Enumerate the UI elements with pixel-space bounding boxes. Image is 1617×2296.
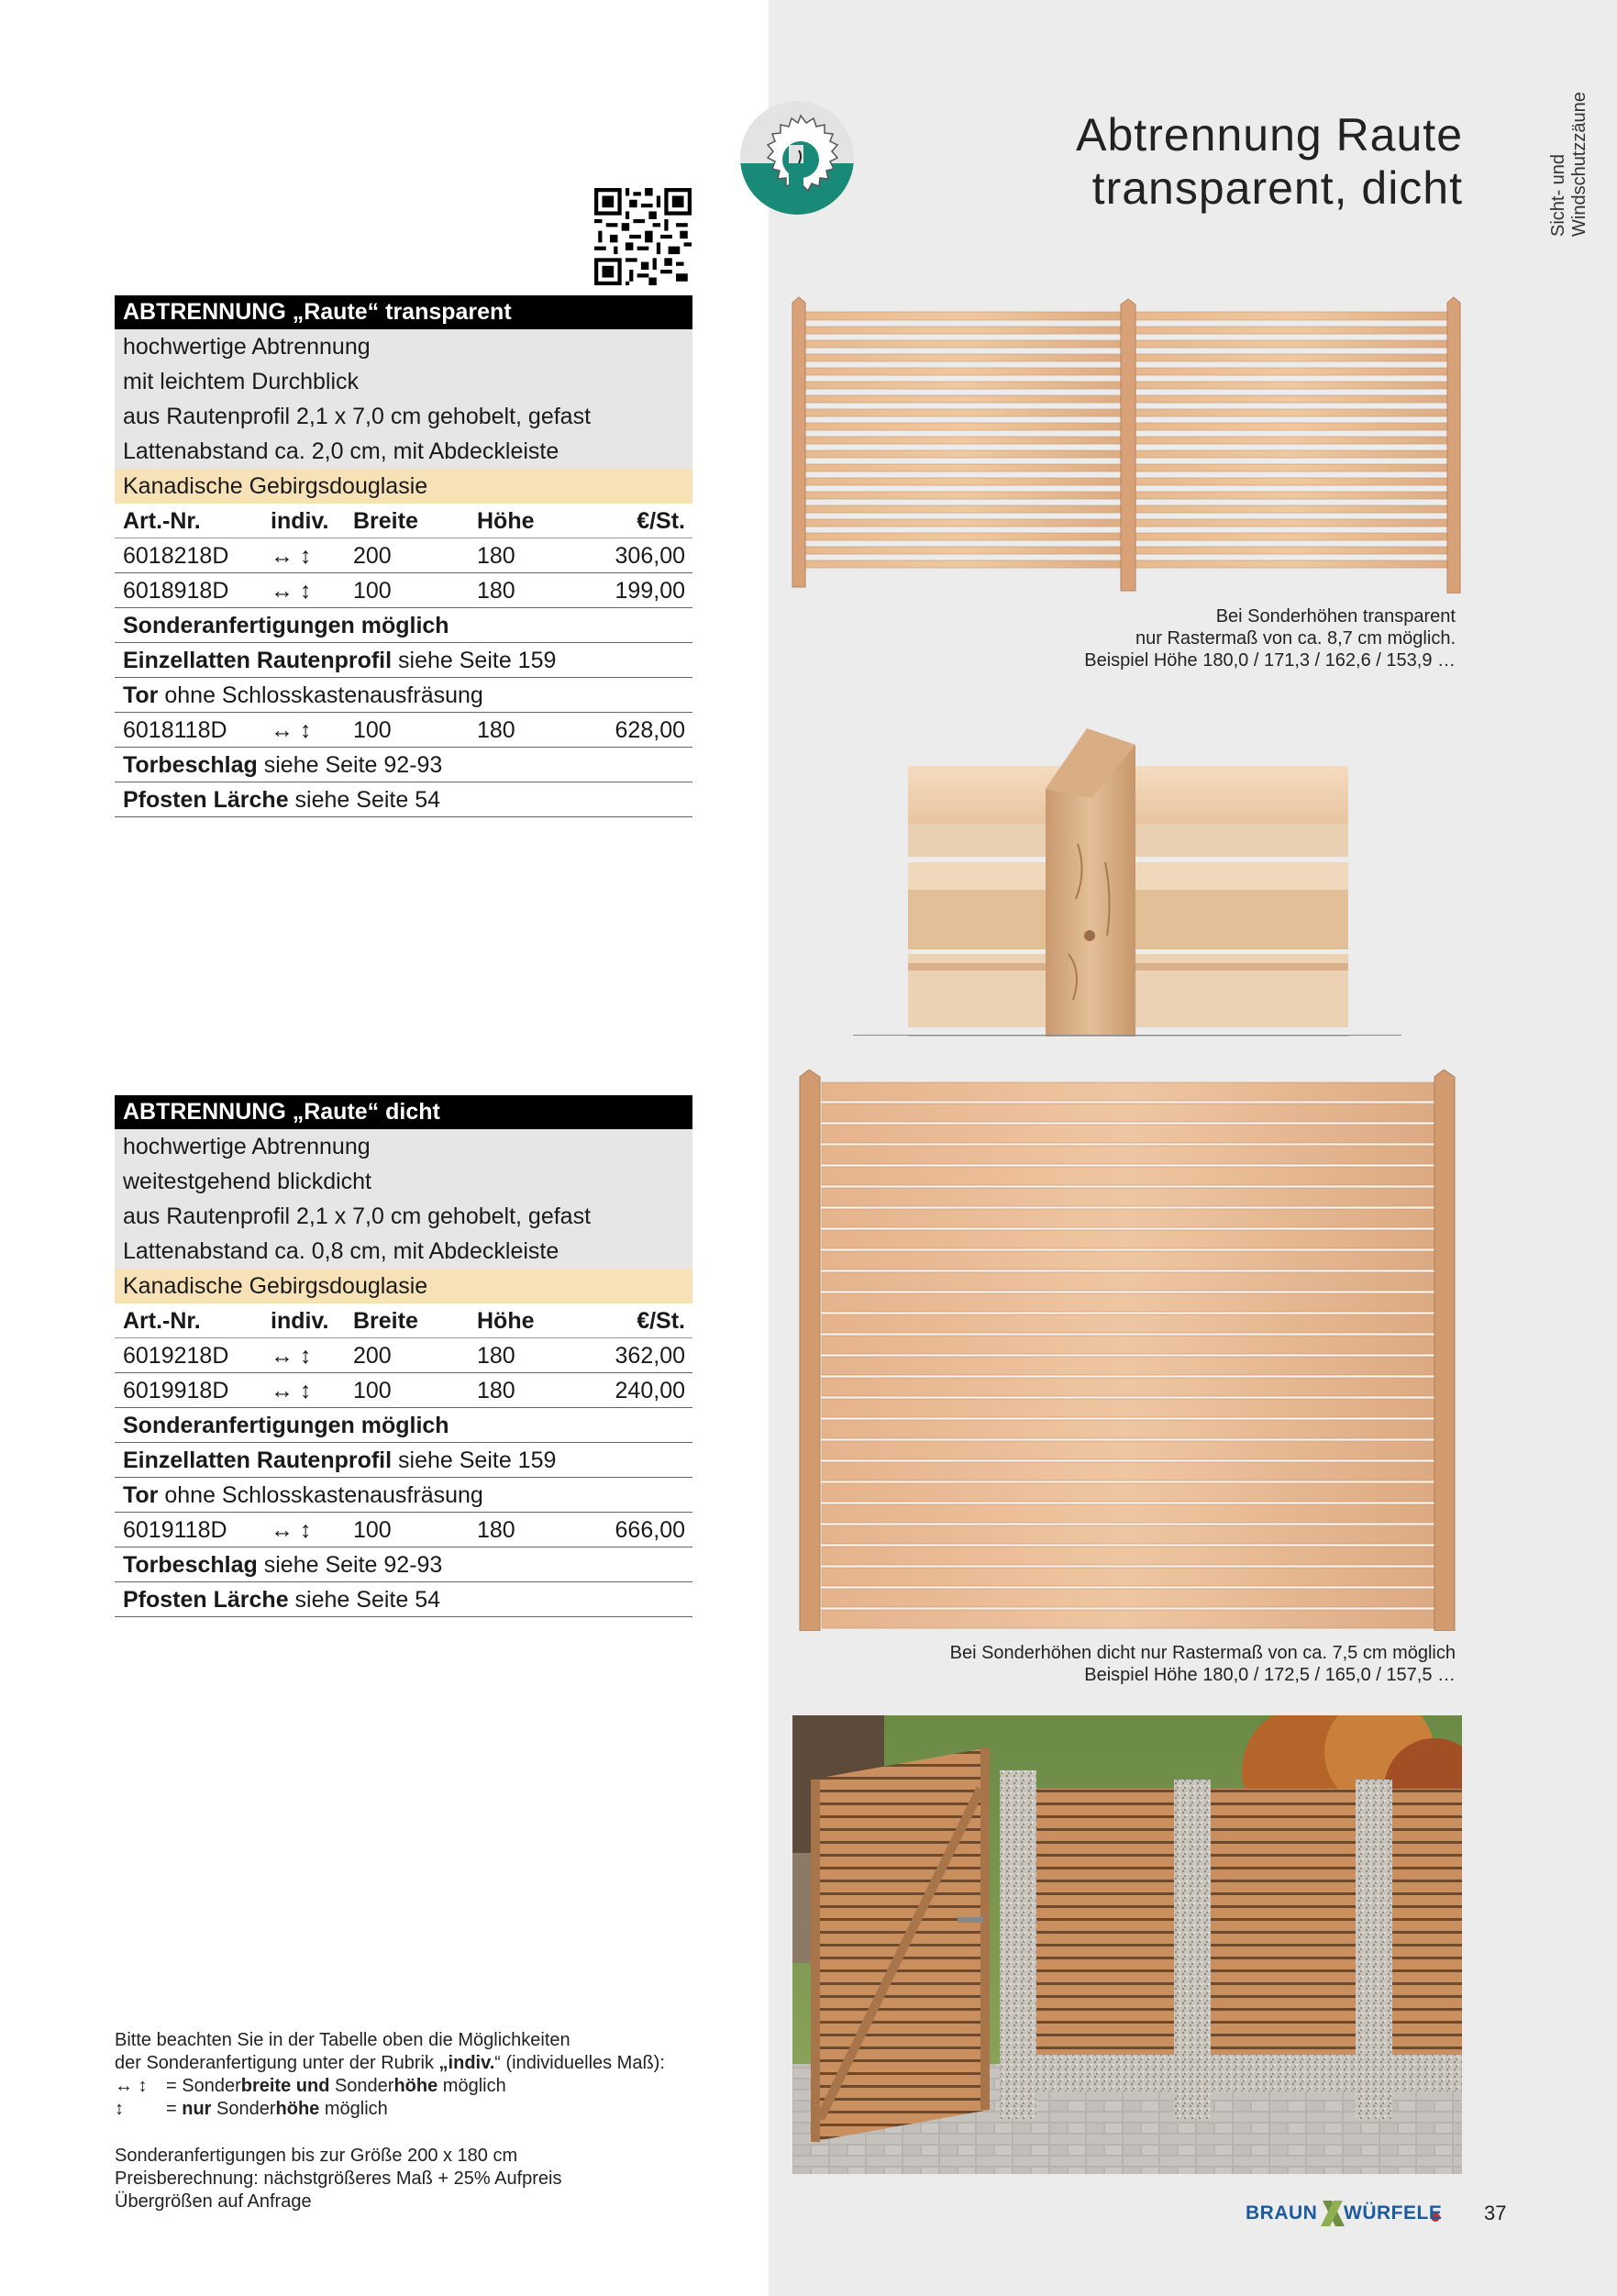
- table-header: ABTRENNUNG „Raute“ transparent: [115, 295, 692, 329]
- table-row: [115, 538, 692, 573]
- hoehe: 180: [477, 717, 515, 743]
- caption-transparent: Bei Sonderhöhen transparent nur Rastermaß von ca. 8,7 cm möglich. Beispiel Höhe 180,0 / 171,3 / 162,6 / 153,9 …: [1084, 606, 1456, 671]
- col-hoehe: Höhe: [477, 1308, 535, 1334]
- divider: [853, 1035, 1401, 1036]
- table-row: [115, 1338, 692, 1373]
- table-row: [115, 713, 692, 748]
- hoehe: 180: [477, 1517, 515, 1543]
- preis: 240,00: [615, 1378, 685, 1403]
- gate-hardware-ref: Torbeschlag siehe Seite 92-93: [115, 748, 692, 782]
- art-nr: 6019218D: [123, 1343, 229, 1369]
- table-row: [115, 573, 692, 608]
- post-ref: Pfosten Lärche siehe Seite 54: [115, 782, 692, 817]
- col-preis: €/St.: [637, 508, 685, 534]
- page-title: Abtrennung Raute transparent, dicht: [1076, 109, 1463, 214]
- col-indiv: indiv.: [271, 508, 329, 534]
- table-row: [115, 1373, 692, 1408]
- preis: 666,00: [615, 1517, 685, 1543]
- brand-name-right: WÜRFELE: [1344, 2202, 1443, 2224]
- qr-code-icon: [594, 188, 692, 285]
- height-arrow-icon: ↕: [115, 2099, 124, 2119]
- custom-note: Sonderanfertigungen möglich: [115, 1408, 692, 1443]
- description-line: aus Rautenprofil 2,1 x 7,0 cm gehobelt, gefast: [115, 1199, 692, 1234]
- description-line: Lattenabstand ca. 2,0 cm, mit Abdeckleiste: [115, 434, 692, 469]
- post-ref: Pfosten Lärche siehe Seite 54: [115, 1582, 692, 1617]
- fence-transparent-image: [791, 295, 1466, 593]
- post-detail-image: [908, 725, 1348, 1037]
- col-hoehe: Höhe: [477, 508, 535, 534]
- table-header: ABTRENNUNG „Raute“ dicht: [115, 1095, 692, 1129]
- indiv-arrows-icon: ↔ ↕: [271, 1378, 312, 1403]
- preis: 306,00: [615, 543, 685, 569]
- hoehe: 180: [477, 543, 515, 569]
- description-line: weitestgehend blickdicht: [115, 1164, 692, 1199]
- col-preis: €/St.: [637, 1308, 685, 1334]
- col-breite: Breite: [353, 1308, 418, 1334]
- breite: 100: [353, 717, 392, 743]
- custom-note: Sonderanfertigungen möglich: [115, 608, 692, 643]
- product-table-dicht: [115, 1095, 692, 1617]
- fence-dicht-image: [794, 1070, 1462, 1631]
- table-row: [115, 1513, 692, 1547]
- indiv-arrows-icon: ↔ ↕: [271, 543, 312, 569]
- preis: 199,00: [615, 578, 685, 604]
- gate-note: Tor ohne Schlosskastenausfräsung: [115, 1478, 692, 1513]
- wood-type: Kanadische Gebirgsdouglasie: [115, 1269, 692, 1303]
- breite: 200: [353, 1343, 392, 1369]
- product-table-transparent: [115, 295, 692, 817]
- brand-logo: [1246, 2199, 1443, 2228]
- brand-name-left: BRAUN: [1246, 2202, 1318, 2224]
- installed-fence-photo: [792, 1715, 1462, 2174]
- indiv-arrows-icon: ↔ ↕: [271, 1517, 312, 1543]
- col-breite: Breite: [353, 508, 418, 534]
- preis: 628,00: [615, 717, 685, 743]
- col-indiv: indiv.: [271, 1308, 329, 1334]
- custom-size-pricing: Sonderanfertigungen bis zur Größe 200 x 180 cm Preisberechnung: nächstgrößeres Maß + 25% Aufpreis Übergrößen auf Anfrage: [115, 2146, 562, 2212]
- art-nr: 6019118D: [123, 1517, 227, 1543]
- description-line: hochwertige Abtrennung: [115, 329, 692, 364]
- art-nr: 6018918D: [123, 578, 229, 604]
- hoehe: 180: [477, 578, 515, 604]
- width-height-arrows-icon: ↔ ↕: [115, 2076, 148, 2096]
- single-slats-ref: Einzellatten Rautenprofil siehe Seite 159: [115, 643, 692, 678]
- page-number: 37: [1484, 2202, 1507, 2224]
- breite: 100: [353, 1517, 392, 1543]
- col-art: Art.-Nr.: [123, 1308, 201, 1334]
- caption-dicht: Bei Sonderhöhen dicht nur Rastermaß von ca. 7,5 cm möglich Beispiel Höhe 180,0 / 172,5 / 165,0 / 157,5 …: [949, 1643, 1456, 1685]
- art-nr: 6018218D: [123, 543, 229, 569]
- column-headers: [115, 1303, 692, 1338]
- side-category-label: Sicht- und Windschutzzäune: [1548, 92, 1589, 237]
- preis: 362,00: [615, 1343, 685, 1369]
- description-line: Lattenabstand ca. 0,8 cm, mit Abdeckleiste: [115, 1234, 692, 1269]
- indiv-arrows-icon: ↔ ↕: [271, 1343, 312, 1369]
- art-nr: 6019918D: [123, 1378, 229, 1403]
- single-slats-ref: Einzellatten Rautenprofil siehe Seite 159: [115, 1443, 692, 1478]
- indiv-arrows-icon: ↔ ↕: [271, 578, 312, 604]
- wood-type: Kanadische Gebirgsdouglasie: [115, 469, 692, 504]
- gate-note: Tor ohne Schlosskastenausfräsung: [115, 678, 692, 713]
- saw-blade-logo-icon: [738, 99, 856, 216]
- breite: 100: [353, 1378, 392, 1403]
- col-art: Art.-Nr.: [123, 508, 201, 534]
- breite: 100: [353, 578, 392, 604]
- hoehe: 180: [477, 1378, 515, 1403]
- custom-size-legend: Bitte beachten Sie in der Tabelle oben die Möglichkeiten der Sonderanfertigung unter der Rubrik „indiv.“ (individuelles Maß): ↔ ↕ = Sonderbreite und Sonderhöhe möglich ↕ = nur Sonderhöhe möglich: [115, 2030, 665, 2119]
- indiv-arrows-icon: ↔ ↕: [271, 717, 312, 743]
- description-line: aus Rautenprofil 2,1 x 7,0 cm gehobelt, gefast: [115, 399, 692, 434]
- breite: 200: [353, 543, 392, 569]
- hoehe: 180: [477, 1343, 515, 1369]
- art-nr: 6018118D: [123, 717, 227, 743]
- gate-hardware-ref: Torbeschlag siehe Seite 92-93: [115, 1547, 692, 1582]
- description-line: hochwertige Abtrennung: [115, 1129, 692, 1164]
- column-headers: [115, 504, 692, 538]
- description-line: mit leichtem Durchblick: [115, 364, 692, 399]
